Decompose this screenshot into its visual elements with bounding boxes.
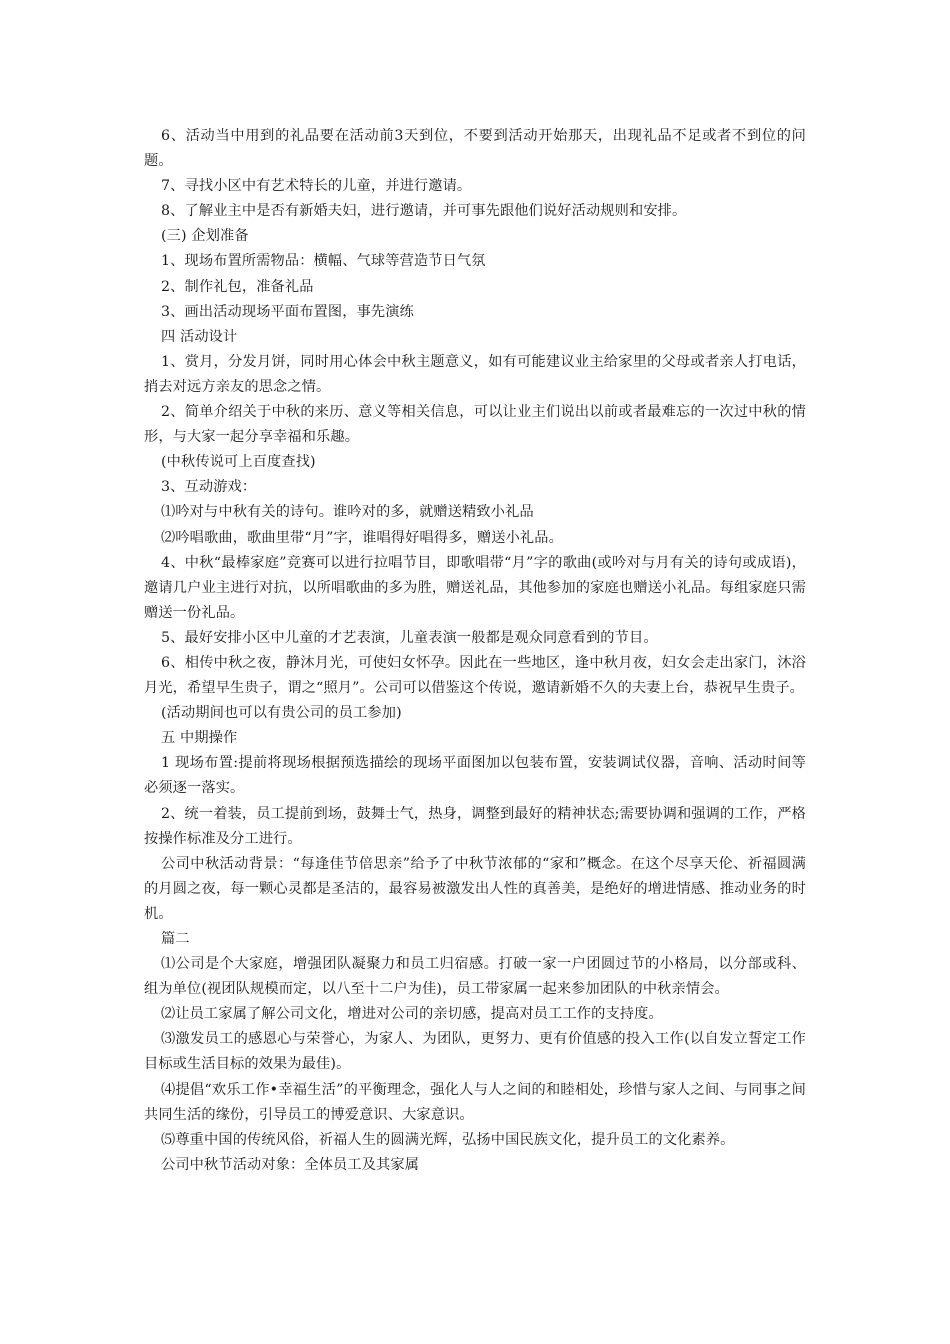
paragraph-gratitude: ⑶激发员工的感恩心与荣誉心，为家人、为团队，更努力、更有价值感的投入工作(以自发立誓定工作目标或生活目标的效果为最佳)。 [144,1031,806,1073]
paragraph-moon-legend: 6、相传中秋之夜，静沐月光，可使妇女怀孕。因此在一些地区，逢中秋月夜，妇女会走出家门，沐浴月光，希望早生贵子，谓之“照月”。公司可以借鉴这个传说，邀请新婚不久的夫妻上台，恭祝早生贵子。 [144,654,806,697]
paragraph-team-cohesion: ⑴公司是个大家庭，增强团队凝聚力和员工归宿感。打破一家一户团圆过节的小格局，以分部或科、组为单位(视团队规模而定，以八至十二户为佳)，员工带家属一起来参加团队的中秋亲情会。 [144,956,806,998]
paragraph-gifts-ready: 6、活动当中用到的礼品要在活动前3天到位，不要到活动开始那天，出现礼品不足或者不到位的问题。 [144,128,806,170]
paragraph-legend-note: (中秋传说可上百度查找) [161,454,316,471]
paragraph-target-audience: 公司中秋节活动对象：全体员工及其家属 [161,1156,420,1173]
paragraph-venue-items: 1、现场布置所需物品：横幅、气球等营造节日气氛 [161,253,486,270]
section-heading-activity-design: 四 活动设计 [161,328,238,345]
paragraph-staff-participation: (活动期间也可以有贵公司的员工参加) [161,705,402,722]
paragraph-background: 公司中秋活动背景：“每逢佳节倍思亲”给予了中秋节浓郁的“家和”概念。在这个尽享天伦、祈福圆满的月圆之夜，每一颗心灵都是圣洁的，最容易被激发出人性的真善美，是绝好的增进情感、推动业务的时机。 [144,855,806,922]
paragraph-poem-recital: ⑴吟对与中秋有关的诗句。谁吟对的多，就赠送精致小礼品 [161,504,534,521]
section-heading-part-two: 篇二 [161,931,190,947]
paragraph-uniform-dress: 2、统一着装，员工提前到场，鼓舞士气，热身，调整到最好的精神状态;需要协调和强调的工作，严格按操作标准及分工进行。 [144,805,806,847]
document-body [144,124,806,1178]
paragraph-invite-children: 7、寻找小区中有艺术特长的儿童，并进行邀请。 [161,178,472,195]
paragraph-interactive-games: 3、互动游戏： [161,479,257,496]
paragraph-traditions: ⑸尊重中国的传统风俗，祈福人生的圆满光辉，弘扬中国民族文化，提升员工的文化素养。 [161,1131,735,1148]
paragraph-gift-packs: 2、制作礼包，准备礼品 [161,278,314,295]
paragraph-song-singing: ⑵吟唱歌曲，歌曲里带“月”字，谁唱得好唱得多，赠送小礼品。 [161,529,563,546]
paragraph-invite-newlyweds: 8、了解业主中是否有新婚夫妇，进行邀请，并可事先跟他们说好活动规则和安排。 [161,203,687,220]
paragraph-venue-setup: 1 现场布置:提前将现场根据预选描绘的现场平面图加以包装布置，安装调试仪器，音响、活动时间等必须逐一落实。 [144,755,806,797]
paragraph-festival-history: 2、简单介绍关于中秋的来历、意义等相关信息，可以让业主们说出以前或者最难忘的一次过中秋的情形，与大家一起分享幸福和乐趣。 [144,404,806,446]
paragraph-best-family-contest: 4、中秋“最棒家庭”竞赛可以进行拉唱节目，即歌唱带“月”字的歌曲(或吟对与月有关的诗句或成语)，邀请几户业主进行对抗，以所唱歌曲的多为胜，赠送礼品，其他参加的家庭也赠送小礼品。每组家庭只需赠送一份礼品。 [144,554,806,621]
paragraph-floor-plan: 3、画出活动现场平面布置图，事先演练 [161,303,414,320]
section-heading-planning: (三) 企划准备 [161,228,249,245]
paragraph-moon-viewing: 1、赏月，分发月饼，同时用心体会中秋主题意义，如有可能建议业主给家里的父母或者亲人打电话，捎去对远方亲友的思念之情。 [144,353,806,395]
paragraph-company-culture: ⑵让员工家属了解公司文化，增进对公司的亲切感，提高对员工工作的支持度。 [161,1006,663,1023]
section-heading-mid-term: 五 中期操作 [161,730,238,747]
paragraph-work-life-balance: ⑷提倡“欢乐工作•幸福生活”的平衡理念，强化人与人之间的和睦相处，珍惜与家人之间、与同事之间共同生活的缘份，引导员工的博爱意识、大家意识。 [144,1081,806,1123]
paragraph-children-performance: 5、最好安排小区中儿童的才艺表演，儿童表演一般都是观众同意看到的节目。 [161,629,658,646]
